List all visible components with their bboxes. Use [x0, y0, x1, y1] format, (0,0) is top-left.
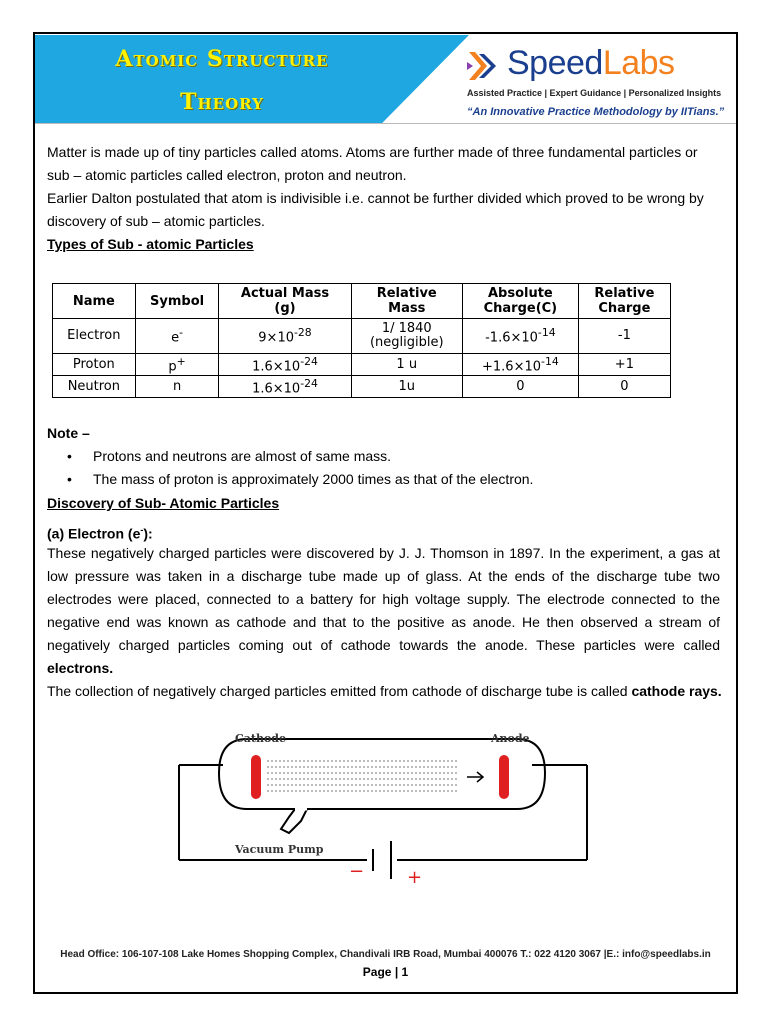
intro-line-1: Matter is made up of tiny particles called atoms. Atoms are further made of three fundamental particles or [47, 144, 698, 160]
cathode-plate [251, 755, 261, 799]
vacuum-pump-label: Vacuum Pump [235, 843, 324, 856]
subatomic-particles-table [52, 283, 671, 398]
col-absolute-charge-header: Absolute Charge(C) [462, 284, 578, 319]
brand-name: SpeedLabs [507, 44, 675, 82]
speedlabs-arrow-icon [465, 48, 501, 84]
table-row: Neutron n $1.6\times 10^{-24}$ 1u 0 0 [53, 376, 671, 398]
minus-sign: − [349, 861, 365, 882]
col-symbol-header: Symbol [135, 284, 219, 319]
page-title-line2: Theory [180, 89, 264, 115]
table-row: Proton p+ $1.6\times 10^{-24}$ 1 u $+1.6\times 10^{-14}$ +1 [53, 354, 671, 376]
brand-quote: “An Innovative Practice Methodology by IITians.” [467, 106, 725, 118]
col-actual-mass-header: Actual Mass (g) [219, 284, 351, 319]
discovery-heading: Discovery of Sub- Atomic Particles [47, 495, 280, 511]
cathode-rays-line: The collection of negatively charged particles emitted from cathode of discharge tube is called cathode rays. [47, 683, 722, 699]
anode-label: Anode [491, 732, 530, 745]
table-row: Electron e- $9\times 10^{-28}$ 1/ 1840 (negligible) $-1.6\times 10^{-14}$ -1 [53, 319, 671, 354]
intro-line-3: Earlier Dalton postulated that atom is indivisible i.e. cannot be further divided which proved to be wrong by [47, 190, 704, 206]
table-header-row [53, 284, 671, 319]
list-item: • The mass of proton is approximately 2000 times as that of the electron. [67, 471, 534, 487]
electron-paragraph: These negatively charged particles were discovered by J. J. Thomson in 1897. In the experiment, a gas at low pressure was taken in a discharge tube made up of glass. At the ends of the discharge tube two electrodes were placed, connected to a battery for high voltage supply. The electrode connected to the negative end was known as cathode and that to the positive as anode. He then observed a stream of negatively charged particles coming out of cathode towards the anode. These particles were called electrons. [47, 545, 720, 676]
cathode-label: Cathode [235, 732, 286, 745]
header-divider [35, 123, 736, 124]
page-number: Page | 1 [362, 965, 409, 979]
page-title-line1: Atomic Structure [115, 46, 329, 72]
anode-plate [499, 755, 509, 799]
cathode-ray-stream [267, 761, 459, 791]
note-list [47, 445, 533, 491]
intro-line-4: discovery of sub – atomic particles. [47, 213, 265, 229]
arrow-right-icon [467, 772, 483, 782]
brand-tagline: Assisted Practice | Expert Guidance | Personalized Insights [467, 88, 722, 98]
list-item: • Protons and neutrons are almost of same mass. [67, 448, 392, 464]
footer-address: Head Office: 106-107-108 Lake Homes Shopping Complex, Chandivali IRB Road, Mumbai 400076 T.: 022 4120 3067 |E.: info@speedlabs.in [60, 949, 711, 960]
discharge-tube-diagram [177, 725, 597, 895]
discharge-tube [219, 739, 545, 833]
col-relative-charge-header: Relative Charge [578, 284, 670, 319]
col-name-header: Name [53, 284, 136, 319]
note-label: Note – [47, 425, 90, 441]
types-heading: Types of Sub - atomic Particles [47, 236, 254, 252]
speedlabs-logo [463, 44, 728, 124]
electron-heading: (a) Electron (e-): [47, 525, 153, 542]
col-relative-mass-header: Relative Mass [351, 284, 462, 319]
plus-sign: + [407, 867, 423, 888]
intro-line-2: sub – atomic particles called electron, proton and neutron. [47, 167, 407, 183]
